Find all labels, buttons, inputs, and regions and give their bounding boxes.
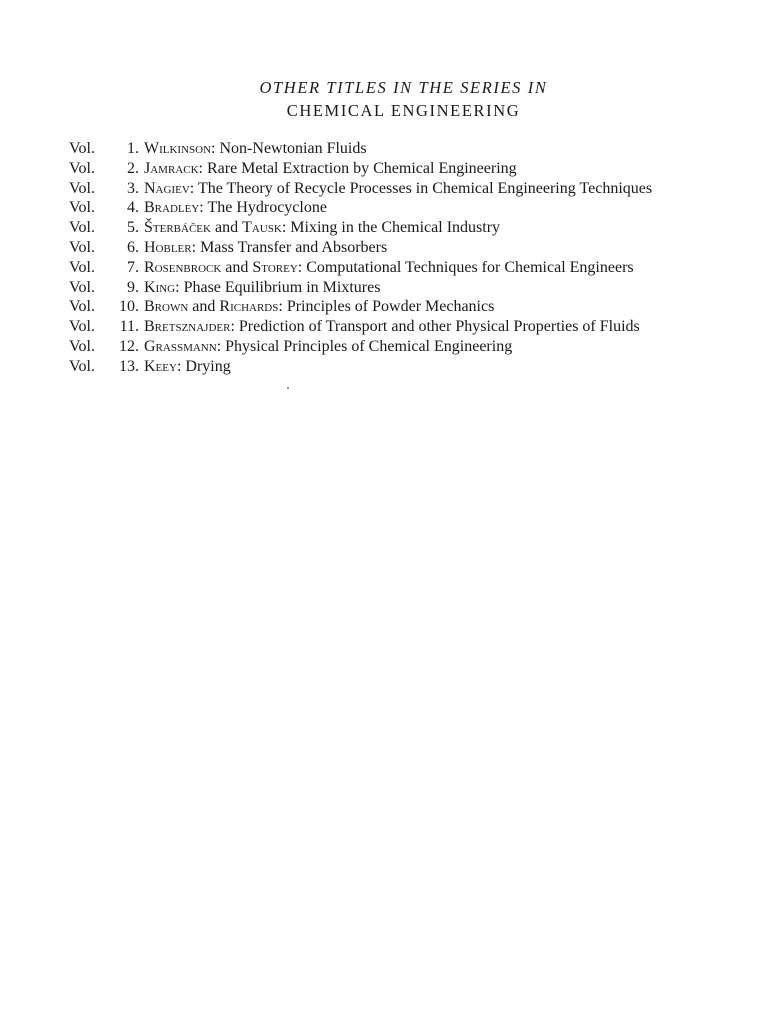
volume-number: 13 <box>119 357 135 375</box>
volume-entry <box>69 139 759 159</box>
volume-title: The Theory of Recycle Processes in Chemical Engineering Techniques <box>197 179 653 197</box>
volume-title: Mixing in the Chemical Industry <box>290 219 501 237</box>
volume-entry <box>69 179 759 199</box>
volume-separator: : <box>175 278 184 296</box>
volume-separator: : <box>216 337 226 355</box>
volume-number-dot: . <box>135 238 139 256</box>
volume-label: Vol. <box>69 199 95 217</box>
volume-number: 11 <box>119 318 135 336</box>
volume-author: Hobler <box>144 238 192 256</box>
volume-title: The Hydrocyclone <box>207 199 327 217</box>
volume-number-wrap <box>103 139 135 159</box>
volume-label: Vol. <box>69 357 95 375</box>
volume-number-dot: . <box>135 140 139 157</box>
volume-title: Drying <box>185 357 231 375</box>
volume-entry <box>69 337 759 357</box>
volume-author-conjunction: and <box>221 258 253 276</box>
volume-separator: : <box>297 258 307 276</box>
volume-number: 2 <box>127 159 135 177</box>
volume-separator: : <box>191 238 201 256</box>
volume-number: 7 <box>127 258 135 276</box>
series-heading-line-1: OTHER TITLES IN THE SERIES IN <box>259 78 548 97</box>
volume-number-dot: . <box>135 278 139 296</box>
volume-title: Physical Principles of Chemical Engineering <box>225 337 513 355</box>
volume-title: Principles of Powder Mechanics <box>286 298 495 316</box>
volume-label: Vol. <box>69 258 95 276</box>
volume-author: Bradley <box>144 199 200 217</box>
series-heading-line-2: CHEMICAL ENGINEERING <box>286 101 521 120</box>
volume-author: Brown <box>144 298 189 316</box>
volume-label: Vol. <box>69 238 95 256</box>
volume-label: Vol. <box>69 337 95 355</box>
volume-number-wrap <box>103 317 135 337</box>
volume-number: 10 <box>119 298 135 316</box>
volume-number: 5 <box>127 219 135 237</box>
volume-number-dot: . <box>135 258 139 276</box>
volume-entry <box>69 159 759 179</box>
volume-title: Prediction of Transport and other Physical Properties of Fluids <box>238 318 640 336</box>
volume-number-dot: . <box>135 159 139 177</box>
volume-author-2: Storey <box>252 258 298 276</box>
volume-author-conjunction: and <box>210 219 243 237</box>
volume-label: Vol. <box>69 140 95 157</box>
volume-number-dot: . <box>135 179 139 197</box>
volume-entry <box>69 278 759 298</box>
volume-number-wrap <box>103 218 135 238</box>
volume-number-wrap <box>103 179 135 199</box>
volume-separator: : <box>211 140 220 157</box>
volume-number-wrap <box>103 297 135 317</box>
volume-author-2: Richards <box>219 298 279 316</box>
volume-title: Rare Metal Extraction by Chemical Engineering <box>206 159 517 177</box>
volume-number-dot: . <box>135 357 139 375</box>
volume-separator: : <box>176 357 186 375</box>
volume-author: Keey <box>144 357 177 375</box>
volume-separator: : <box>199 199 208 217</box>
print-speck <box>287 387 289 389</box>
volume-label: Vol. <box>69 179 95 197</box>
volume-separator: : <box>278 298 287 316</box>
volume-number-wrap <box>103 357 135 377</box>
volume-author: Wilkinson <box>144 140 212 157</box>
volume-title: Non-Newtonian Fluids <box>219 140 367 157</box>
volume-author: Šterbáček <box>144 219 211 237</box>
volume-separator: : <box>230 318 239 336</box>
volume-label: Vol. <box>69 219 95 237</box>
volume-number-dot: . <box>135 199 139 217</box>
volume-number-dot: . <box>135 337 139 355</box>
volume-number-wrap <box>103 159 135 179</box>
volume-separator: : <box>281 219 291 237</box>
volume-title: Mass Transfer and Absorbers <box>200 238 388 256</box>
volume-number-dot: . <box>135 219 139 237</box>
volume-label: Vol. <box>69 318 95 336</box>
volume-number-dot: . <box>135 318 139 336</box>
volume-number-wrap <box>103 238 135 258</box>
volume-author: Jamrack <box>144 159 199 177</box>
volume-author: King <box>144 278 176 296</box>
volume-entry <box>69 297 759 317</box>
volume-entry <box>69 357 759 377</box>
volume-number: 1 <box>127 140 135 157</box>
volume-number-wrap <box>103 278 135 298</box>
volume-separator: : <box>198 159 207 177</box>
volume-author: Nagiev <box>144 179 190 197</box>
volume-author: Rosenbrock <box>144 258 222 276</box>
volume-number: 12 <box>119 337 135 355</box>
volume-entry <box>69 218 759 238</box>
volume-author: Grassmann <box>144 337 217 355</box>
volume-entry <box>69 198 759 218</box>
volume-entry <box>69 238 759 258</box>
volume-label: Vol. <box>69 278 95 296</box>
volume-author-conjunction: and <box>188 298 220 316</box>
volume-title: Phase Equilibrium in Mixtures <box>183 278 381 296</box>
volume-title: Computational Techniques for Chemical Engineers <box>306 258 634 276</box>
volume-number: 4 <box>127 199 135 217</box>
volume-entry <box>69 258 759 278</box>
volume-list <box>69 139 759 377</box>
volume-number: 9 <box>127 278 135 296</box>
volume-number: 3 <box>127 179 135 197</box>
volume-entry <box>69 317 759 337</box>
volume-number-wrap <box>103 198 135 218</box>
volume-author-2: Tausk <box>242 219 282 237</box>
volume-label: Vol. <box>69 159 95 177</box>
volume-separator: : <box>189 179 198 197</box>
volume-number: 6 <box>127 238 135 256</box>
volume-number-wrap <box>103 258 135 278</box>
volume-label: Vol. <box>69 298 95 316</box>
volume-number-wrap <box>103 337 135 357</box>
volume-number-dot: . <box>135 298 139 316</box>
volume-author: Bretsznajder <box>144 318 231 336</box>
